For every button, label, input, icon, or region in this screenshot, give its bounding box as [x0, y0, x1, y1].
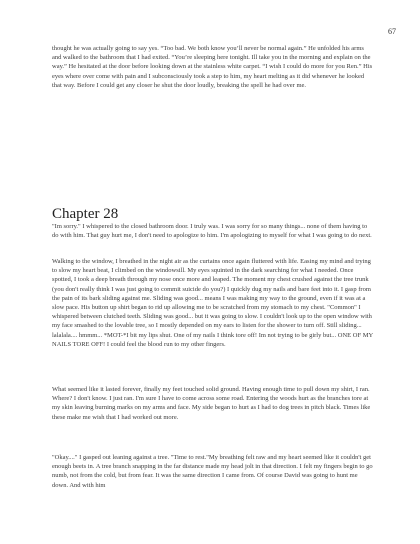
chapter-title: Chapter 28: [52, 206, 119, 222]
intro-paragraph: thought he was actually going to say yes. “Too bad. We both know you’ll never be normal again.” He unfolded his arms and walked to the bathroom that I had exited. “You’re sleeping here tonight. Ill take you in the morning and explain on the way.” He hesitated at the door before looking down at the stainless white carpet. “I wish I could do more for you Ren.” His eyes where over come with pain and I subconsciously took a step to him, my heart melting as it did whenever he looked that way. Before I could get any closer he shut the door loudly, breaking the spell he had over me.: [52, 45, 373, 89]
body-paragraph: Walking to the window, I breathed in the night air as the curtains once again fluttered with life. Easing my mind and trying to slow my heart beat, I climbed on the windowsill. My eyes squinted in the dark searching for what I needed. Once spotted, I took a deep breath through my nose once more and leaped. The moment my chest crushed against the tree trunk (you don't really think I was just going to commit suicide do you?) I quickly dug my nails and bare feet into it. I gasp from the pain of its bark sliding against me. Sliding was good... means I was making my way to the ground, even if it was at a slow pace. His button up shirt began to rid up allowing me to be scratched from my stomach to my chest. "Common" I whispered between clutched teeth. Sliding was good... but it was going to slow. I couldn't look up to the open window with my face smashed to the lovable tree, so I mostly depended on my ears to listen for the shower to turn off. Still sliding... lalalala.... hmmm... *MOT-*I bit my lips shut. One of my nails I think tore off! Im not trying to be girly but... ONE OF MY NAILS TORE OFF! I could feel the blood run to my other fingers.: [52, 258, 373, 348]
body-paragraph: What seemed like it lasted forever, finally my feet touched solid ground. Having enough time to pull down my shirt, I ran. Where? I don't know. I just ran. I'm sure I have to come across some road. Entering the woods hurt as the branches tore at my skin leaving burning marks on my arms and face. My side began to hurt as I had to dog trees in pitch black. Times like these make me wish that I had worked out more.: [52, 386, 371, 421]
body-paragraph: "Im sorry." I whispered to the closed bathroom door. I truly was. I was sorry for so many things... none of them having to do with him. That guy hurt me, I don't need to apologize to him. I'm apologizing to myself for what I was going to do next.: [52, 223, 372, 240]
body-paragraph: "Okay...." I gasped out leaning against a tree. "Time to rest."My breathing felt raw and my heart seemed like it couldn't get enough beets in. A tree branch snapping in the far distance made my head jolt in that direction. I felt my fingers begin to go numb, not from the cold, but from fear. It was the same direction I came from. Of course David was going to hunt me down. And with him: [52, 454, 373, 489]
page-number: 67: [388, 27, 396, 36]
